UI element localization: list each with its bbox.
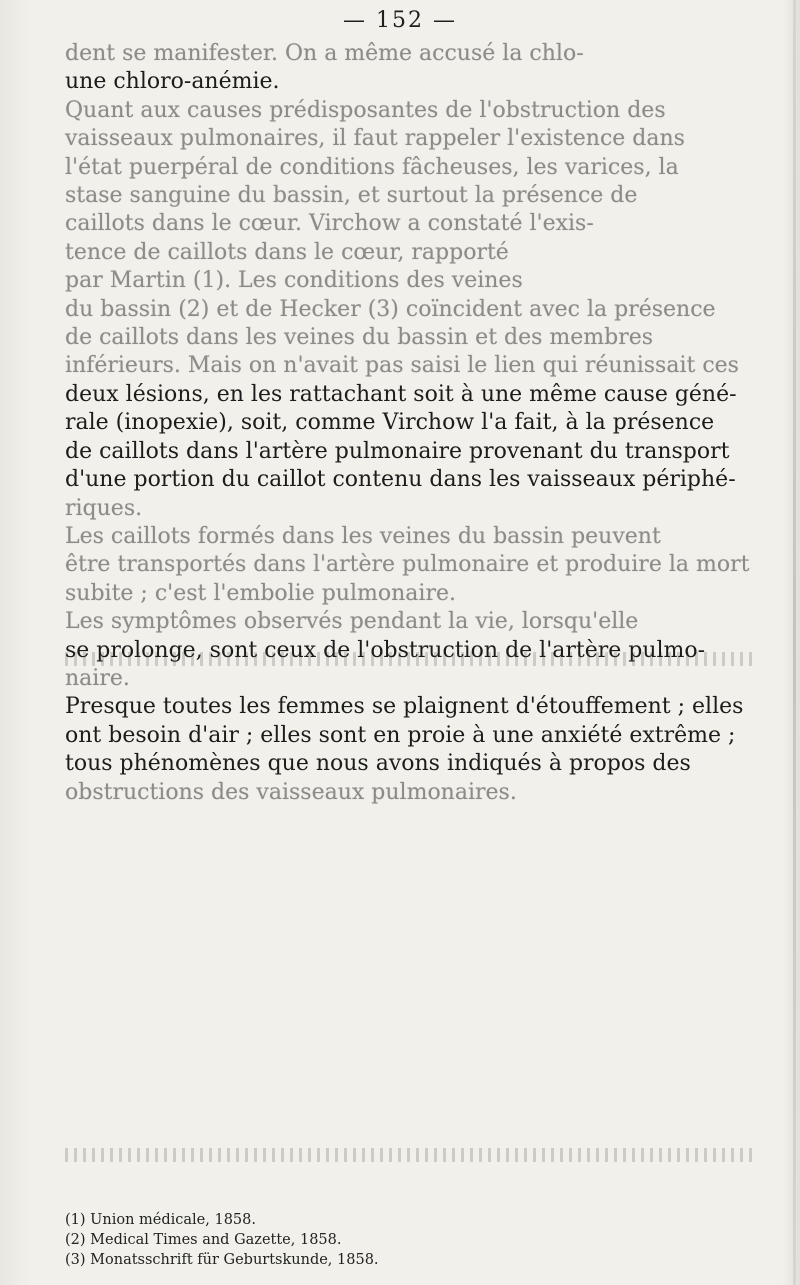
show-through-artifact bbox=[65, 652, 753, 666]
text-line: naire. bbox=[65, 665, 130, 691]
text-line: vaisseaux pulmonaires, il faut rappeler l'existence dans bbox=[65, 126, 685, 152]
text-line: inférieurs. Mais on n'avait pas saisi le lien qui réunissait ces bbox=[65, 353, 739, 379]
text-line: stase sanguine du bassin, et surtout la présence de bbox=[65, 183, 638, 209]
text-line: l'état puerpéral de conditions fâcheuses, les varices, la bbox=[65, 154, 679, 180]
text-line: d'une portion du caillot contenu dans les vaisseaux périphé- bbox=[65, 467, 736, 493]
page-edge bbox=[793, 0, 796, 1285]
text-line: Les caillots formés dans les veines du bassin peuvent bbox=[65, 523, 661, 549]
text-line: dent se manifester. On a même accusé la chlo- bbox=[65, 41, 584, 66]
show-through-artifact bbox=[65, 1148, 753, 1162]
text-line: ont besoin d'air ; elles sont en proie à une anxiété extrême ; bbox=[65, 722, 736, 748]
text-line: obstructions des vaisseaux pulmonaires. bbox=[65, 779, 517, 805]
text-line: riques. bbox=[65, 495, 143, 521]
body-text bbox=[65, 40, 753, 807]
text-line: de caillots dans les veines du bassin et des membres bbox=[65, 325, 654, 351]
page-number: — 152 — bbox=[343, 8, 457, 33]
text-line: Les symptômes observés pendant la vie, lorsqu'elle bbox=[65, 609, 639, 635]
text-line: une chloro-anémie. bbox=[65, 69, 280, 95]
text-line: être transportés dans l'artère pulmonaire et produire la mort bbox=[65, 552, 750, 578]
text-line: caillots dans le cœur. Virchow a constaté l'exis- bbox=[65, 211, 594, 237]
text-line: de caillots dans l'artère pulmonaire provenant du transport bbox=[65, 438, 730, 464]
footnote: (1) Union médicale, 1858. bbox=[65, 1212, 256, 1228]
text-line: tence de caillots dans le cœur, rapporté bbox=[65, 239, 509, 265]
text-line: deux lésions, en les rattachant soit à une même cause géné- bbox=[65, 381, 737, 407]
text-line: rale (inopexie), soit, comme Virchow l'a fait, à la présence bbox=[65, 410, 715, 436]
footnote: (2) Medical Times and Gazette, 1858. bbox=[65, 1232, 342, 1248]
text-line: subite ; c'est l'embolie pulmonaire. bbox=[65, 580, 456, 606]
text-line: Presque toutes les femmes se plaignent d'étouffement ; elles bbox=[65, 694, 744, 720]
footnotes bbox=[65, 1210, 753, 1270]
text-line: du bassin (2) et de Hecker (3) coïncident avec la présence bbox=[65, 296, 716, 322]
footnote: (3) Monatsschrift für Geburtskunde, 1858. bbox=[65, 1252, 379, 1268]
text-line: tous phénomènes que nous avons indiqués à propos des bbox=[65, 751, 691, 777]
text-line: par Martin (1). Les conditions des veines bbox=[65, 268, 523, 294]
text-line: se prolonge, sont ceux de l'obstruction de l'artère pulmo- bbox=[65, 637, 706, 663]
text-line: Quant aux causes prédisposantes de l'obstruction des bbox=[65, 97, 666, 123]
